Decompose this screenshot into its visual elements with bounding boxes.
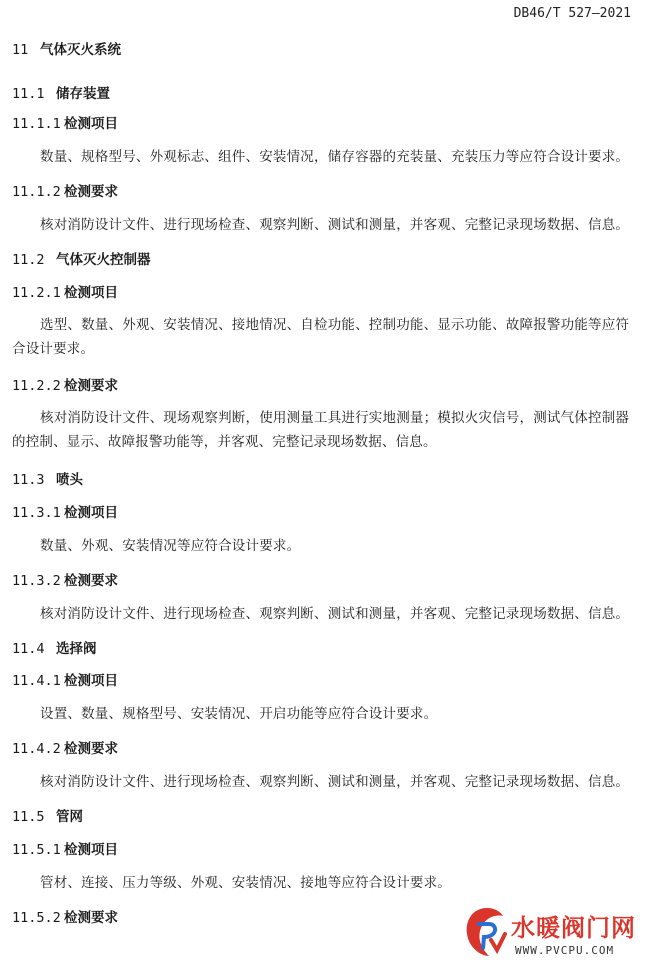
paragraph: 核对消防设计文件、进行现场检查、观察判断、测试和测量，并客观、完整记录现场数据、信息。 (40, 774, 630, 790)
section-heading (12, 637, 645, 657)
section-title: 喷头 (56, 472, 83, 488)
section-number: 11.5 (12, 809, 45, 825)
section-number: 11.1.2 (12, 184, 61, 200)
section-heading (12, 180, 645, 200)
section-heading (12, 569, 645, 589)
section-heading (12, 468, 645, 488)
section-title: 检测项目 (64, 116, 118, 132)
watermark-brand: 水暖阀门网 (511, 914, 636, 942)
section-number: 11.3.2 (12, 573, 61, 589)
section-number: 11.3 (12, 472, 45, 488)
section-heading (12, 838, 645, 858)
section-title: 检测项目 (64, 842, 118, 858)
paragraph: 管材、连接、压力等级、外观、安装情况、接地等应符合设计要求。 (40, 875, 451, 891)
section-heading (12, 281, 645, 301)
section-title: 检测项目 (64, 505, 118, 521)
section-number: 11.5.1 (12, 842, 61, 858)
watermark-logo (459, 902, 639, 966)
section-number: 11.1.1 (12, 116, 61, 132)
section-title: 检测要求 (64, 573, 118, 589)
section-heading (12, 501, 645, 521)
section-number: 11.4 (12, 641, 45, 657)
section-number: 11.5.2 (12, 910, 61, 926)
section-number: 11.4.1 (12, 673, 61, 689)
section-title: 检测要求 (64, 378, 118, 394)
section-heading (12, 38, 645, 58)
section-heading (12, 737, 645, 757)
paragraph: 核对消防设计文件、现场观察判断，使用测量工具进行实地测量；模拟火灾信号，测试气体控制器的控制、显示、故障报警功能等，并客观、完整记录现场数据、信息。 (12, 410, 630, 450)
section-number: 11.4.2 (12, 741, 61, 757)
section-heading (12, 805, 645, 825)
section-title: 管网 (56, 809, 83, 825)
section-heading (12, 669, 645, 689)
section-title: 检测要求 (64, 910, 118, 926)
watermark-url: WWW.PVCPU.COM (515, 944, 615, 957)
section-title: 选择阀 (56, 641, 97, 657)
pv-badge-icon (459, 904, 515, 960)
paragraph: 设置、数量、规格型号、安装情况、开启功能等应符合设计要求。 (40, 706, 438, 722)
section-title: 储存装置 (56, 86, 110, 102)
paragraph: 核对消防设计文件、进行现场检查、观察判断、测试和测量，并客观、完整记录现场数据、信息。 (40, 217, 630, 233)
section-heading (12, 374, 645, 394)
paragraph: 核对消防设计文件、进行现场检查、观察判断、测试和测量，并客观、完整记录现场数据、信息。 (40, 606, 630, 622)
section-number: 11 (12, 42, 29, 58)
section-title: 气体灭火系统 (40, 42, 121, 58)
paragraph: 选型、数量、外观、安装情况、接地情况、自检功能、控制功能、显示功能、故障报警功能等应符合设计要求。 (12, 317, 630, 357)
section-title: 检测项目 (64, 673, 118, 689)
paragraph: 数量、规格型号、外观标志、组件、安装情况，储存容器的充装量、充装压力等应符合设计要求。 (40, 149, 630, 165)
section-number: 11.1 (12, 86, 45, 102)
section-number: 11.2.1 (12, 285, 61, 301)
section-heading (12, 82, 645, 102)
section-title: 气体灭火控制器 (56, 252, 151, 268)
section-title: 检测要求 (64, 184, 118, 200)
section-number: 11.2.2 (12, 378, 61, 394)
section-title: 检测项目 (64, 285, 118, 301)
section-number: 11.2 (12, 252, 45, 268)
paragraph: 数量、外观、安装情况等应符合设计要求。 (40, 538, 301, 554)
section-heading (12, 112, 645, 132)
section-title: 检测要求 (64, 741, 118, 757)
section-heading (12, 248, 645, 268)
section-number: 11.3.1 (12, 505, 61, 521)
document-code: DB46/T 527—2021 (513, 6, 631, 21)
